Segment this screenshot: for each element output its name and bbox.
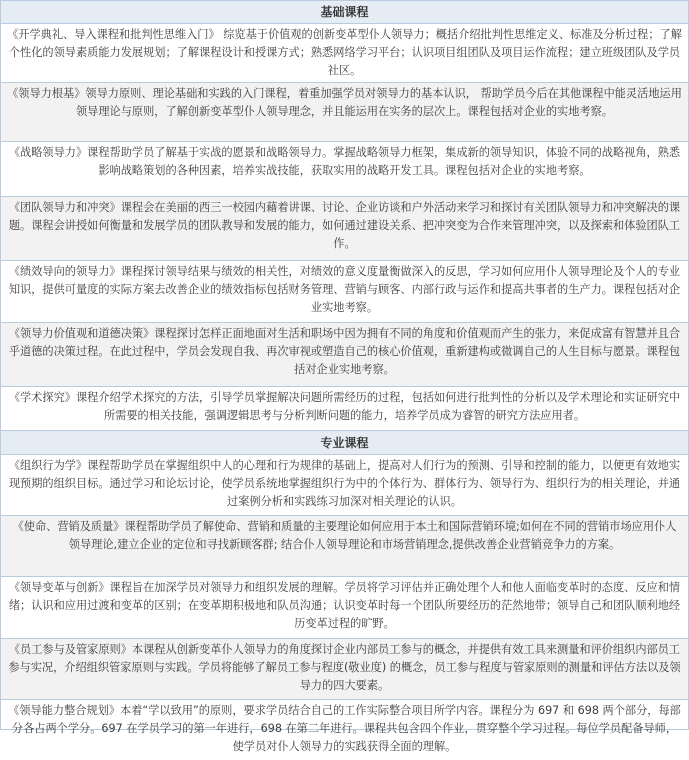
course-row: 《战略领导力》课程帮助学员了解基于实战的愿景和战略领导力。掌握战略领导力框架，集成新的领导知识，体验不同的战略视角，熟悉影响战略策划的各种因素，培养实战技能，获取实用的战略开发工具。课程包括对企业的实地考察。 (1, 142, 688, 197)
course-row: 《学术探究》课程介绍学术探究的方法，引导学员掌握解决问题所需经历的过程，包括如何进行批判性的分析以及学术理论和实证研究中所需要的相关技能，强调逻辑思考与分析判断问题的能力，培养学员成为睿智的研究方法应用者。 (1, 387, 688, 431)
course-row: 《员工参与及管家原则》本课程从创新变革仆人领导力的角度探讨企业内部员工参与的概念，并提供有效工具来测量和评价组织内部员工参与实况，介绍组织管家原则与实践。学员将能够了解员工参与程度(敬业度) 的概念，员工参与程度与管家原则的测量和评估方法以及领导力的四大要素。 (1, 639, 688, 700)
course-row: 《组织行为学》课程帮助学员在掌握组织中人的心理和行为规律的基础上，提高对人们行为的预测、引导和控制的能力，以便更有效地实现预期的组织目标。通过学习和论坛讨论，使学员系统地掌握组织行为中的个体行为、群体行为、领导行为、组织行为的相关理论，并通过案例分析和实践练习加深对相关理论的认识。 (1, 455, 688, 516)
course-row: 《绩效导向的领导力》课程探讨领导结果与绩效的相关性，对绩效的意义度量衡做深入的反思，学习如何应用仆人领导理论及个人的专业知识，提供可量度的实际方案去改善企业的绩效指标包括财务管理、营销与顾客、内部行政与运作和提高共事者的生产力。课程包括对企业实地考察。 (1, 261, 688, 323)
course-row: 《开学典礼、导入课程和批判性思维入门》 综览基于价值观的创新变革型仆人领导力；概括介绍批判性思维定义、标准及分析过程；了解个性化的领导素质能力发展规划；了解课程设计和授课方式；熟悉网络学习平台；认识项目组团队及项目运作流程；建立班级团队及学员社区。 (1, 24, 688, 83)
course-row: 《领导力价值观和道德决策》课程探讨怎样正面地面对生活和职场中因为拥有不同的角度和价值观而产生的张力，来促成富有智慧并且合乎道德的决策过程。在此过程中，学员会发现自我、再次审视或塑造自己的核心价值观，重新建构或微调自己的人生目标与愿景。课程包括对企业实地考察。 (1, 323, 688, 387)
course-row: 《团队领导力和冲突》课程会在美丽的西三一校园内藉着讲课、讨论、企业访谈和户外活动来学习和探讨有关团队领导力和冲突解决的课题。课程会讲授如何衡量和发展学员的团队教导和发展的能力，如何通过建设关系、把冲突变为合作来管理冲突，以及探索和体验团队工作。 (1, 197, 688, 261)
section-header-professional: 专业课程 (1, 431, 688, 455)
course-row: 《使命、营销及质量》课程帮助学员了解使命、营销和质量的主要理论如何应用于本土和国际营销环境;如何在不同的营销市场应用仆人领导理论,建立企业的定位和寻找新顾客群; 结合仆人领导理论和市场营销理念,提供改善企业营销竞争力的方案。 (1, 516, 688, 577)
course-row: 《领导变革与创新》课程旨在加深学员对领导力和组织发展的理解。学员将学习评估并正确处理个人和他人面临变革时的态度、反应和情绪；认识和应用过渡和变革的区别；在变革期积极地和队员沟通；认识变革时每一个团队所要经历的茫然地带；领导自己和团队顺利地经历变革过程的旷野。 (1, 577, 688, 639)
course-row: 《领导能力整合规划》本着“学以致用”的原则，要求学员结合自己的工作实际整合项目所学内容。课程分为 697 和 698 两个部分，每部分各占两个学分。697 在学员学习的第一年进行，698 在第二年进行。课程共包含四个作业，贯穿整个学习过程。每位学员配备导师，使学员对仆人领导力的实践获得全面的理解。 (8, 704, 681, 753)
section-header-foundation: 基础课程 (1, 1, 688, 24)
course-row: 《领导力根基》领导力原则、理论基础和实践的入门课程，着重加强学员对领导力的基本认识， 帮助学员今后在其他课程中能灵活地运用领导理论与原则，了解创新变革型仆人领导理念，并且能运用在实务的层次上。课程包括对企业的实地考察。 (1, 83, 688, 142)
